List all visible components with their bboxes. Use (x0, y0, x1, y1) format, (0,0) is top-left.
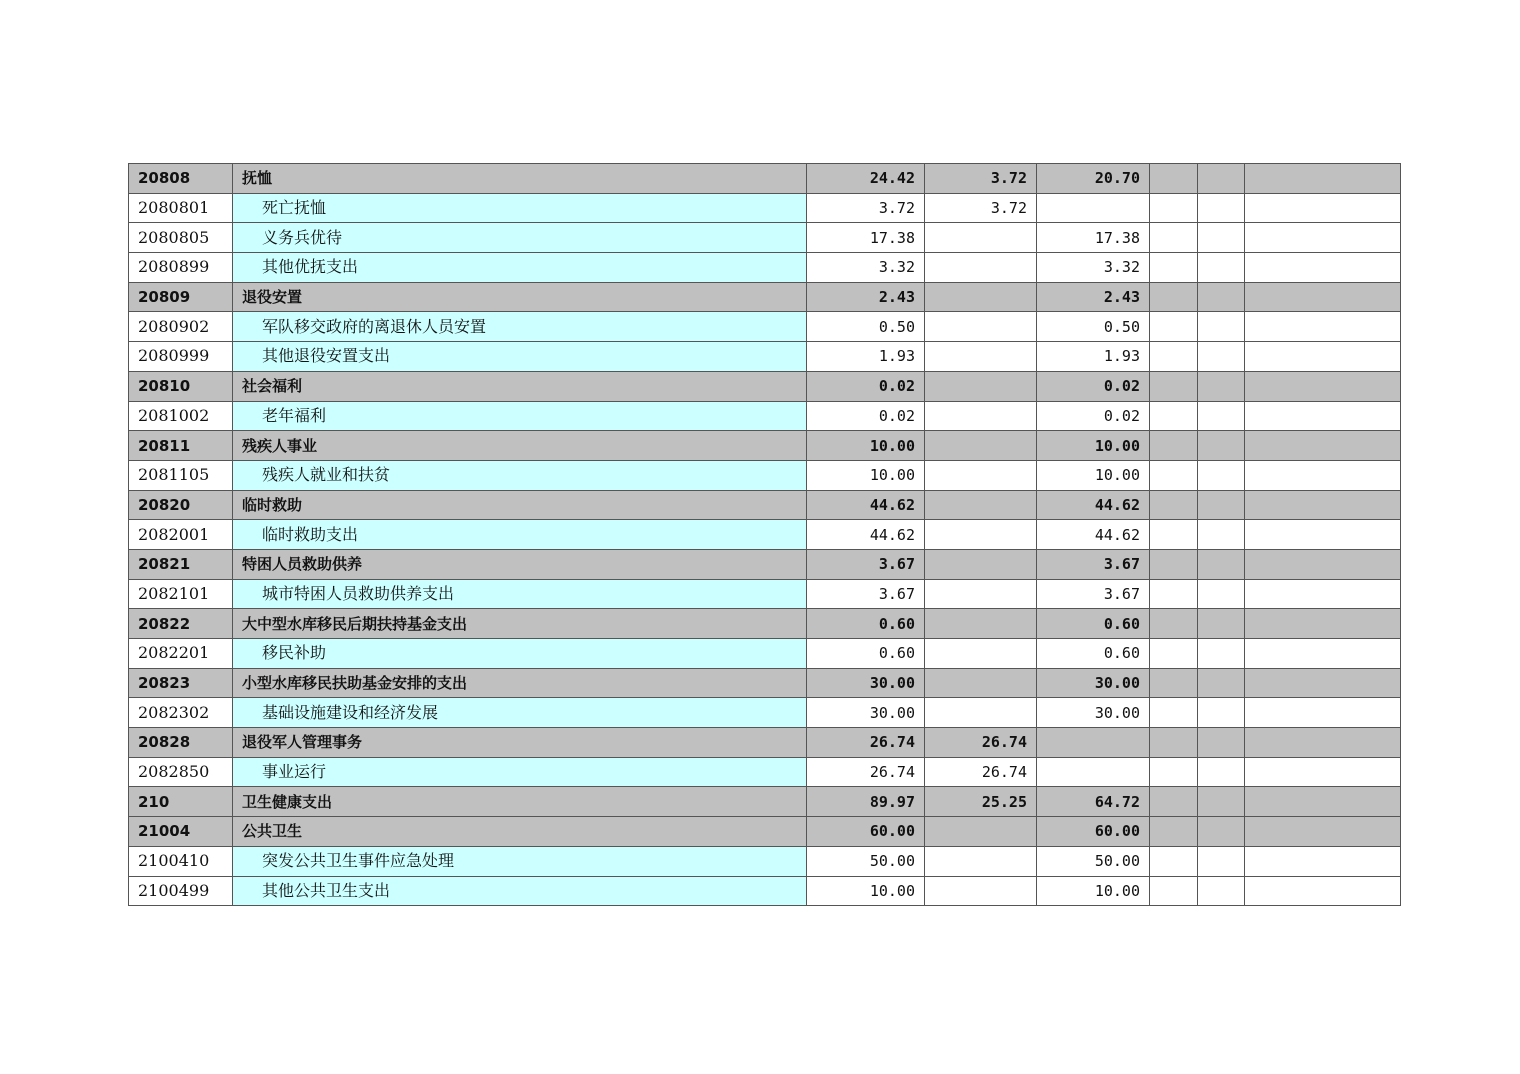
row-empty-cell (1245, 579, 1401, 609)
row-empty-cell (1150, 549, 1198, 579)
row-project: 0.02 (1037, 401, 1150, 431)
row-empty-cell (1150, 876, 1198, 906)
row-name: 小型水库移民扶助基金安排的支出 (233, 668, 807, 698)
row-basic (925, 520, 1037, 550)
row-total: 30.00 (807, 698, 925, 728)
row-code: 2081002 (129, 401, 233, 431)
row-empty-cell (1198, 817, 1245, 847)
row-name: 死亡抚恤 (233, 193, 807, 223)
row-empty-cell (1198, 401, 1245, 431)
expenditure-table (128, 163, 1401, 906)
row-empty-cell (1198, 193, 1245, 223)
table-row-item (129, 312, 1401, 342)
row-code: 210 (129, 787, 233, 817)
row-name: 临时救助支出 (233, 520, 807, 550)
table-row-group (129, 282, 1401, 312)
row-empty-cell (1245, 401, 1401, 431)
row-total: 3.32 (807, 253, 925, 283)
table-row-group (129, 371, 1401, 401)
row-name: 抚恤 (233, 164, 807, 194)
row-total: 89.97 (807, 787, 925, 817)
row-total: 1.93 (807, 342, 925, 372)
row-empty-cell (1150, 342, 1198, 372)
row-code: 2080899 (129, 253, 233, 283)
row-empty-cell (1198, 549, 1245, 579)
row-empty-cell (1198, 639, 1245, 669)
row-name: 老年福利 (233, 401, 807, 431)
table-row-group (129, 668, 1401, 698)
row-name: 大中型水库移民后期扶持基金支出 (233, 609, 807, 639)
row-total: 26.74 (807, 757, 925, 787)
table-row-group (129, 549, 1401, 579)
table-row-item (129, 698, 1401, 728)
table-row-item (129, 520, 1401, 550)
row-code: 2082201 (129, 639, 233, 669)
row-code: 2081105 (129, 460, 233, 490)
row-empty-cell (1245, 223, 1401, 253)
table-row-group (129, 609, 1401, 639)
row-code: 20808 (129, 164, 233, 194)
row-basic: 3.72 (925, 193, 1037, 223)
row-empty-cell (1245, 549, 1401, 579)
row-name: 其他公共卫生支出 (233, 876, 807, 906)
row-project: 10.00 (1037, 431, 1150, 461)
row-empty-cell (1198, 757, 1245, 787)
row-empty-cell (1150, 371, 1198, 401)
table-row-item (129, 579, 1401, 609)
row-project: 3.67 (1037, 549, 1150, 579)
row-name: 退役安置 (233, 282, 807, 312)
row-empty-cell (1245, 490, 1401, 520)
row-total: 3.67 (807, 549, 925, 579)
row-empty-cell (1150, 668, 1198, 698)
row-empty-cell (1245, 371, 1401, 401)
row-total: 17.38 (807, 223, 925, 253)
table-row-group (129, 817, 1401, 847)
row-code: 20828 (129, 728, 233, 758)
row-empty-cell (1245, 698, 1401, 728)
row-empty-cell (1245, 342, 1401, 372)
row-total: 0.60 (807, 639, 925, 669)
row-empty-cell (1150, 787, 1198, 817)
row-project: 3.67 (1037, 579, 1150, 609)
row-name: 移民补助 (233, 639, 807, 669)
row-name: 突发公共卫生事件应急处理 (233, 846, 807, 876)
row-empty-cell (1150, 846, 1198, 876)
row-basic (925, 490, 1037, 520)
row-code: 20811 (129, 431, 233, 461)
row-name: 退役军人管理事务 (233, 728, 807, 758)
row-basic (925, 312, 1037, 342)
row-code: 2082302 (129, 698, 233, 728)
row-empty-cell (1245, 757, 1401, 787)
row-code: 20821 (129, 549, 233, 579)
row-empty-cell (1245, 253, 1401, 283)
row-empty-cell (1150, 223, 1198, 253)
row-code: 2080999 (129, 342, 233, 372)
row-code: 2082001 (129, 520, 233, 550)
row-basic: 26.74 (925, 757, 1037, 787)
row-empty-cell (1245, 787, 1401, 817)
row-total: 10.00 (807, 460, 925, 490)
row-name: 残疾人就业和扶贫 (233, 460, 807, 490)
row-total: 0.02 (807, 371, 925, 401)
row-code: 2100410 (129, 846, 233, 876)
row-basic: 26.74 (925, 728, 1037, 758)
row-name: 卫生健康支出 (233, 787, 807, 817)
row-total: 3.67 (807, 579, 925, 609)
row-empty-cell (1150, 579, 1198, 609)
table-body (129, 164, 1401, 906)
row-basic (925, 282, 1037, 312)
row-code: 20822 (129, 609, 233, 639)
row-basic (925, 401, 1037, 431)
table-row-item (129, 193, 1401, 223)
row-total: 2.43 (807, 282, 925, 312)
row-code: 2082101 (129, 579, 233, 609)
table-row-item (129, 253, 1401, 283)
row-empty-cell (1245, 639, 1401, 669)
row-name: 其他优抚支出 (233, 253, 807, 283)
row-empty-cell (1245, 876, 1401, 906)
row-project: 20.70 (1037, 164, 1150, 194)
row-empty-cell (1198, 609, 1245, 639)
row-name: 临时救助 (233, 490, 807, 520)
row-basic (925, 460, 1037, 490)
row-empty-cell (1245, 164, 1401, 194)
row-basic (925, 846, 1037, 876)
row-basic (925, 371, 1037, 401)
row-total: 26.74 (807, 728, 925, 758)
row-project: 30.00 (1037, 698, 1150, 728)
row-total: 0.60 (807, 609, 925, 639)
row-empty-cell (1198, 698, 1245, 728)
row-empty-cell (1150, 728, 1198, 758)
row-empty-cell (1150, 312, 1198, 342)
row-empty-cell (1198, 728, 1245, 758)
row-empty-cell (1245, 668, 1401, 698)
row-code: 21004 (129, 817, 233, 847)
row-project: 30.00 (1037, 668, 1150, 698)
row-basic (925, 609, 1037, 639)
table-row-group (129, 728, 1401, 758)
table-row-group (129, 164, 1401, 194)
row-code: 2080801 (129, 193, 233, 223)
row-empty-cell (1198, 342, 1245, 372)
row-empty-cell (1245, 817, 1401, 847)
row-name: 事业运行 (233, 757, 807, 787)
row-empty-cell (1198, 431, 1245, 461)
row-name: 特困人员救助供养 (233, 549, 807, 579)
row-project: 0.60 (1037, 609, 1150, 639)
row-project: 0.02 (1037, 371, 1150, 401)
row-total: 30.00 (807, 668, 925, 698)
row-total: 50.00 (807, 846, 925, 876)
row-empty-cell (1198, 787, 1245, 817)
row-total: 24.42 (807, 164, 925, 194)
row-project: 1.93 (1037, 342, 1150, 372)
row-basic (925, 579, 1037, 609)
row-empty-cell (1150, 253, 1198, 283)
row-project: 10.00 (1037, 876, 1150, 906)
row-empty-cell (1198, 460, 1245, 490)
row-empty-cell (1198, 490, 1245, 520)
row-empty-cell (1245, 282, 1401, 312)
row-code: 2100499 (129, 876, 233, 906)
row-empty-cell (1198, 223, 1245, 253)
row-name: 社会福利 (233, 371, 807, 401)
row-empty-cell (1198, 846, 1245, 876)
row-total: 0.50 (807, 312, 925, 342)
table-row-item (129, 460, 1401, 490)
table-row-group (129, 490, 1401, 520)
row-basic (925, 668, 1037, 698)
row-project: 64.72 (1037, 787, 1150, 817)
row-empty-cell (1150, 490, 1198, 520)
table-row-item (129, 342, 1401, 372)
row-empty-cell (1150, 282, 1198, 312)
row-empty-cell (1150, 609, 1198, 639)
row-project: 0.50 (1037, 312, 1150, 342)
row-project (1037, 193, 1150, 223)
row-empty-cell (1198, 312, 1245, 342)
row-empty-cell (1198, 164, 1245, 194)
row-basic (925, 431, 1037, 461)
row-project: 50.00 (1037, 846, 1150, 876)
row-project: 44.62 (1037, 520, 1150, 550)
row-empty-cell (1245, 312, 1401, 342)
row-name: 城市特困人员救助供养支出 (233, 579, 807, 609)
row-empty-cell (1198, 668, 1245, 698)
table-row-group (129, 431, 1401, 461)
row-empty-cell (1150, 460, 1198, 490)
row-project: 10.00 (1037, 460, 1150, 490)
row-basic (925, 639, 1037, 669)
row-name: 义务兵优待 (233, 223, 807, 253)
row-basic (925, 698, 1037, 728)
row-code: 2082850 (129, 757, 233, 787)
table-row-item (129, 223, 1401, 253)
row-basic: 3.72 (925, 164, 1037, 194)
row-basic (925, 223, 1037, 253)
row-basic (925, 876, 1037, 906)
row-name: 军队移交政府的离退休人员安置 (233, 312, 807, 342)
row-code: 2080902 (129, 312, 233, 342)
row-empty-cell (1198, 876, 1245, 906)
table-row-item (129, 401, 1401, 431)
table-row-item (129, 846, 1401, 876)
row-project (1037, 728, 1150, 758)
row-project (1037, 757, 1150, 787)
row-basic (925, 253, 1037, 283)
row-name: 其他退役安置支出 (233, 342, 807, 372)
table-row-item (129, 876, 1401, 906)
row-empty-cell (1150, 431, 1198, 461)
row-empty-cell (1245, 728, 1401, 758)
row-total: 10.00 (807, 876, 925, 906)
row-name: 公共卫生 (233, 817, 807, 847)
row-empty-cell (1150, 757, 1198, 787)
row-empty-cell (1245, 520, 1401, 550)
row-empty-cell (1198, 253, 1245, 283)
row-project: 17.38 (1037, 223, 1150, 253)
row-empty-cell (1198, 371, 1245, 401)
row-project: 60.00 (1037, 817, 1150, 847)
row-empty-cell (1245, 846, 1401, 876)
table-row-group (129, 787, 1401, 817)
row-project: 44.62 (1037, 490, 1150, 520)
row-name: 基础设施建设和经济发展 (233, 698, 807, 728)
row-project: 0.60 (1037, 639, 1150, 669)
row-empty-cell (1198, 520, 1245, 550)
row-empty-cell (1150, 698, 1198, 728)
row-empty-cell (1150, 164, 1198, 194)
row-code: 20810 (129, 371, 233, 401)
row-total: 44.62 (807, 520, 925, 550)
row-empty-cell (1198, 282, 1245, 312)
row-empty-cell (1198, 579, 1245, 609)
row-total: 10.00 (807, 431, 925, 461)
row-empty-cell (1150, 639, 1198, 669)
row-empty-cell (1150, 520, 1198, 550)
row-code: 20823 (129, 668, 233, 698)
row-total: 60.00 (807, 817, 925, 847)
row-project: 2.43 (1037, 282, 1150, 312)
row-basic (925, 817, 1037, 847)
row-empty-cell (1150, 817, 1198, 847)
row-code: 20820 (129, 490, 233, 520)
row-empty-cell (1245, 193, 1401, 223)
row-basic (925, 342, 1037, 372)
row-total: 0.02 (807, 401, 925, 431)
row-total: 3.72 (807, 193, 925, 223)
row-empty-cell (1150, 193, 1198, 223)
row-empty-cell (1245, 609, 1401, 639)
row-project: 3.32 (1037, 253, 1150, 283)
row-name: 残疾人事业 (233, 431, 807, 461)
row-empty-cell (1245, 431, 1401, 461)
row-code: 20809 (129, 282, 233, 312)
row-basic: 25.25 (925, 787, 1037, 817)
row-total: 44.62 (807, 490, 925, 520)
row-empty-cell (1245, 460, 1401, 490)
row-basic (925, 549, 1037, 579)
row-code: 2080805 (129, 223, 233, 253)
row-empty-cell (1150, 401, 1198, 431)
table-row-item (129, 757, 1401, 787)
table-row-item (129, 639, 1401, 669)
